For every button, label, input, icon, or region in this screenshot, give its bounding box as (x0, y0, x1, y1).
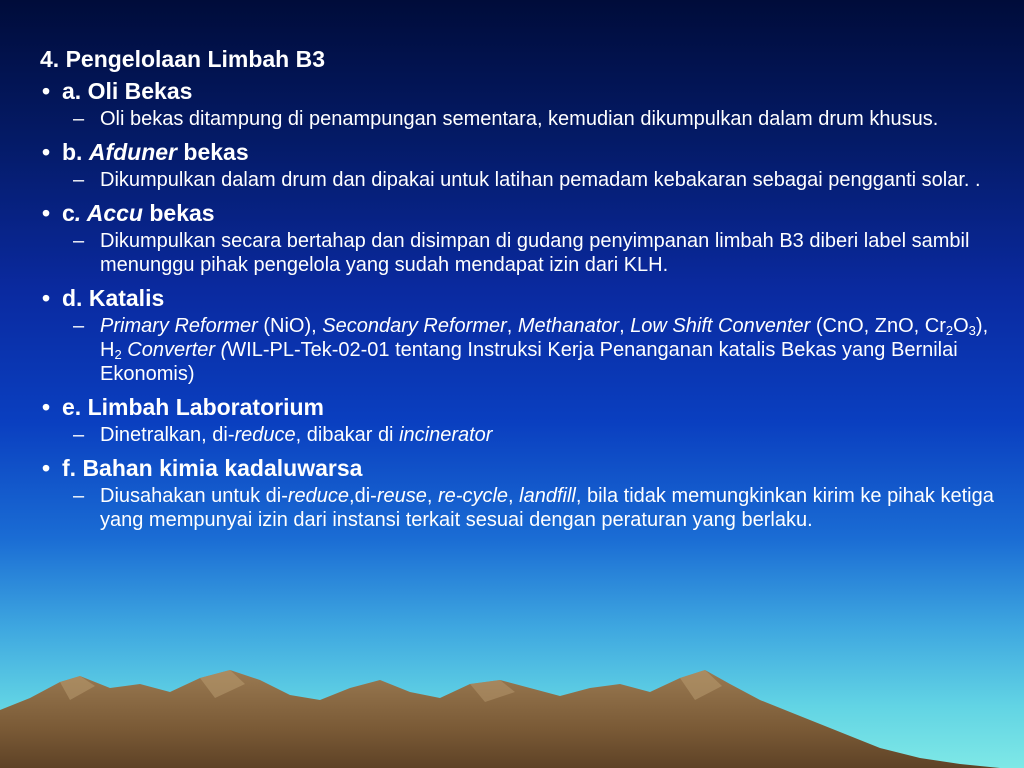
dash-icon: – (73, 230, 85, 252)
bullet-bahan-kimia-kadaluwarsa (40, 453, 1015, 483)
term-secondary-reformer: Secondary Reformer (322, 315, 507, 337)
text-fragment: , (508, 485, 520, 507)
slide-content (40, 44, 1015, 538)
subbullet-afduner-bekas (40, 168, 1015, 192)
subscript: 3 (968, 323, 976, 338)
bullet-icon: • (42, 455, 51, 481)
bullet-icon: • (42, 78, 51, 104)
bullet-katalis (40, 283, 1015, 313)
slide-heading: 4. Pengelolaan Limbah B3 (40, 46, 326, 72)
subbullet-text: Oli bekas ditampung di penampungan sementara, kemudian dikumpulkan dalam drum khusus. (100, 108, 939, 130)
term-methanator: Methanator (517, 315, 620, 337)
text-fragment: , (619, 315, 631, 337)
subscript: 2 (945, 323, 954, 338)
bullet-afduner-bekas (40, 137, 1015, 167)
text-fragment: , (426, 485, 438, 507)
text-fragment: WIL-PL-Tek-02-01 tentang Instruksi Kerja Penanganan katalis Bekas yang Bernilai Ekonomis) (100, 339, 958, 385)
bullet-icon: • (42, 394, 51, 420)
dash-icon: – (73, 108, 85, 130)
subscript: 2 (114, 347, 122, 362)
text-fragment: O (953, 315, 969, 337)
dash-icon: – (73, 485, 85, 507)
text-fragment: , dibakar di (295, 424, 400, 446)
bullet-label: e. Limbah Laboratorium (62, 394, 324, 420)
bullet-accu-bekas (40, 198, 1015, 228)
bullet-label-italic: Afduner (88, 139, 178, 165)
term-reuse: reuse (376, 485, 427, 507)
term-primary-reformer: Primary Reformer (100, 315, 258, 337)
bullet-label-prefix: b. (62, 139, 89, 165)
term-converter: Converter ( (127, 339, 228, 361)
bullet-icon: • (42, 139, 51, 165)
bullet-label: d. Katalis (62, 285, 165, 311)
subbullet-accu-bekas (40, 229, 1015, 277)
term-incinerator: incinerator (399, 424, 493, 446)
dash-icon: – (73, 169, 85, 191)
text-fragment: (CnO, ZnO, Cr (810, 315, 946, 337)
text-fragment: , bila tidak memungkinkan kirim ke pihak ketiga yang mempunyai izin dari instansi terkait sesuai dengan peraturan yang berlaku. (100, 485, 994, 531)
term-low-shift-conventer: Low Shift Conventer (630, 315, 811, 337)
subbullet-oli-bekas (40, 107, 1015, 131)
bullet-label-suffix: bekas (177, 139, 249, 165)
dash-icon: – (73, 424, 85, 446)
term-landfill: landfill (519, 485, 576, 507)
text-fragment: Diusahakan untuk di- (100, 485, 288, 507)
term-reduce: reduce (287, 485, 350, 507)
dash-icon: – (73, 315, 85, 337)
term-re-cycle: re-cycle (438, 485, 509, 507)
text-fragment: , (506, 315, 518, 337)
bullet-label-italic: . Accu (74, 200, 143, 226)
subbullet-katalis (40, 314, 1015, 386)
bullet-icon: • (42, 285, 51, 311)
term-reduce: reduce (234, 424, 296, 446)
subbullet-limbah-laboratorium (40, 423, 1015, 447)
text-fragment: Dinetralkan, di- (100, 424, 235, 446)
bullet-label-prefix: c (62, 200, 75, 226)
text-fragment: (NiO), (257, 315, 323, 337)
bullet-label: a. Oli Bekas (62, 78, 193, 104)
text-fragment: ,di- (349, 485, 377, 507)
bullet-label: f. Bahan kimia kadaluwarsa (62, 455, 363, 481)
subbullet-text: Dikumpulkan dalam drum dan dipakai untuk latihan pemadam kebakaran sebagai pengganti solar. . (100, 169, 981, 191)
subbullet-text: Dikumpulkan secara bertahap dan disimpan di gudang penyimpanan limbah B3 diberi label sambil menunggu pihak pengelola yang sudah mendapat izin dari KLH. (100, 230, 970, 276)
text-fragment: ), H (100, 315, 989, 361)
bullet-icon: • (42, 200, 51, 226)
subbullet-bahan-kimia-kadaluwarsa (40, 484, 1015, 532)
bullet-limbah-laboratorium (40, 392, 1015, 422)
bullet-oli-bekas (40, 76, 1015, 106)
bullet-label-suffix: bekas (142, 200, 215, 226)
mountain-landscape (0, 640, 1024, 768)
